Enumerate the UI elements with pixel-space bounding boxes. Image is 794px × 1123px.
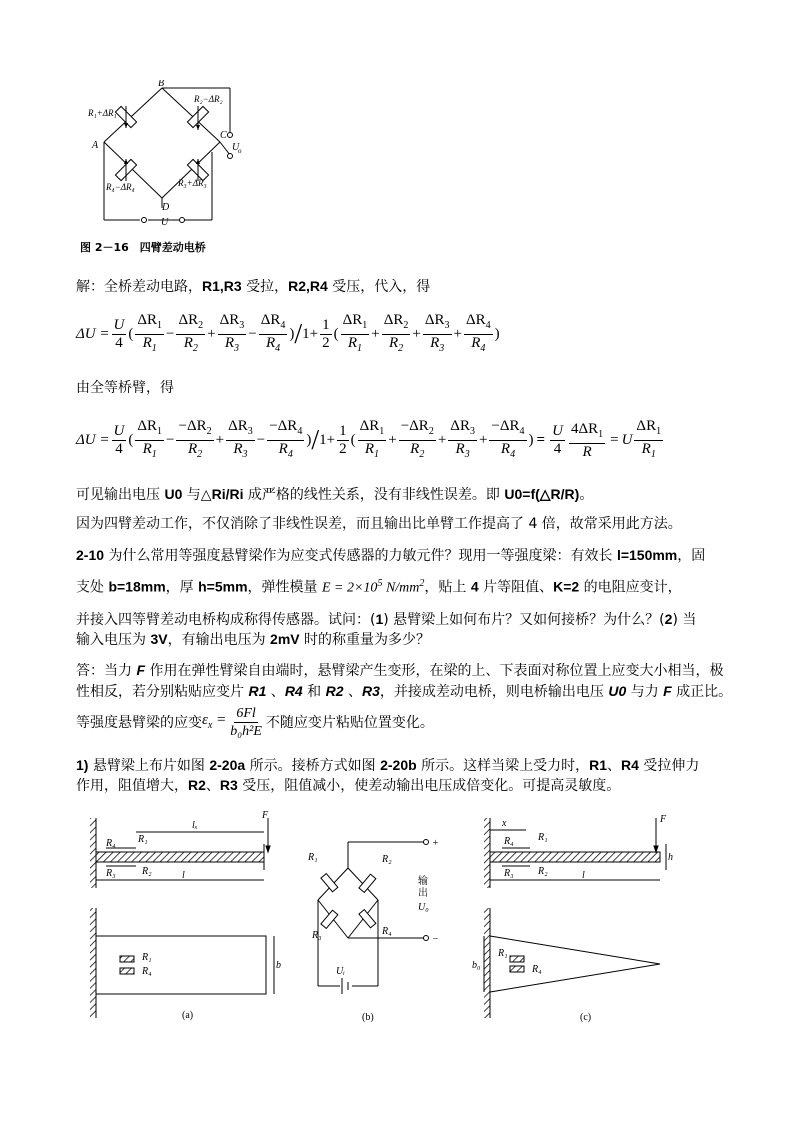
label-c-b0: b₀ bbox=[472, 960, 481, 971]
question-line-3: 并接入四等臂差动电桥构成称得传感器。试问：(1) 悬臂梁上如何布片？又如何接桥？为什么？(2) 当 bbox=[76, 611, 697, 628]
label-r1: R₁+ΔR₁ bbox=[88, 108, 117, 118]
label-b-r4: R₄ bbox=[382, 926, 392, 937]
label-c-x: x bbox=[502, 818, 507, 829]
label-a-r4: R₄ bbox=[106, 838, 116, 849]
label-c-r2: R₂ bbox=[538, 866, 548, 877]
label-u: U bbox=[161, 217, 169, 228]
label-a-f: F bbox=[262, 810, 269, 821]
label-b-r2: R₂ bbox=[382, 854, 392, 865]
label-b-out2: 出 bbox=[418, 888, 428, 899]
part1-line-1: 1) 悬臂梁上布片如图 2-20a 所示。接桥方式如图 2-20b 所示。这样当梁上受力时，R1、R4 受拉伸力 bbox=[76, 757, 700, 774]
label-b-plus: + bbox=[432, 838, 439, 849]
label-fig-b: (b) bbox=[362, 1012, 374, 1023]
label-r4: R₄−ΔR₄ bbox=[106, 182, 135, 192]
formula-equal-arms: ΔU = $\frac{U}{4}$ ( $\frac{\Delta R_1}{R_1}$ − $\frac{-\Delta R_2}{R_2}$ + $\frac{\Delta R_3}{R_3}$ − $\frac{-\Delta R_4}{R_4}$ ) / 1+ $\frac{1}{2}$ ( $\frac{\Delta R_1}{R_1}$ + $\frac{-\Delta R_2}{R_2}$ + $\frac{\Delta R_3}{R_3}$ + $\frac{-\Delta R_4}{R_4}$ ) = $\frac{U}{4}$ $\frac{4\Delta R_1}{R}$ = U $\frac{\Delta R_1}{R_1}$ bbox=[76, 418, 662, 460]
label-uo-sub: o bbox=[238, 147, 242, 155]
label-uo: U bbox=[232, 142, 240, 153]
label-a-lx: lₓ bbox=[192, 820, 198, 831]
node-c: C bbox=[220, 130, 227, 141]
label-b-r3: R₃ bbox=[312, 930, 322, 941]
answer-line-3: 等强度悬臂梁的应变 $\varepsilon_x$ = $\frac{6Fl}{\text{b₀h²E}}$ 不随应变片粘贴位置变化。 bbox=[76, 706, 434, 739]
label-a-r2: R₂ bbox=[142, 866, 152, 877]
label-a-r4-plate: R₄ bbox=[142, 966, 152, 977]
question-line-4: 输入电压为 3V，有输出电压为 2mV 时的称重量为多少？ bbox=[76, 631, 431, 648]
answer-line-2: 性相反，若分别粘贴应变片 R1 、R4 和 R2 、R3，并接成差动电桥，则电桥输出电压 U0 与力 F 成正比。 bbox=[76, 683, 733, 700]
label-r3: R₃+ΔR₃ bbox=[178, 178, 207, 188]
figure-caption: 图 2－16 四臂差动电桥 bbox=[80, 241, 206, 254]
label-fig-c: (c) bbox=[580, 1012, 592, 1023]
part1-line-2: 作用，阻值增大，R2、R3 受压，阻值减小，使差动输出电压成倍变化。可提高灵敏度。 bbox=[76, 777, 621, 794]
label-b-r1: R₁ bbox=[308, 852, 318, 863]
label-a-r1-plate: R₁ bbox=[142, 952, 152, 963]
conclusion-2: 因为四臂差动工作，不仅消除了非线性误差，而且输出比单臂工作提高了 4 倍，故常采用此方法。 bbox=[76, 516, 682, 532]
label-a-r1: R₁ bbox=[138, 834, 148, 845]
label-a-l: l bbox=[182, 870, 185, 881]
bridge-diagram bbox=[82, 80, 252, 245]
label-b-minus: − bbox=[432, 934, 439, 945]
answer-line-1: 答：当力 F 作用在弹性臂梁自由端时，悬臂梁产生变形，在梁的上、下表面对称位置上应变大小相当，极 bbox=[76, 662, 724, 679]
label-a-b: b bbox=[276, 960, 281, 971]
solution-line: 解：全桥差动电路，R1,R3 受拉，R2,R4 受压，代入，得 bbox=[76, 278, 431, 295]
label-c-h: h bbox=[668, 852, 673, 863]
question-line-1: 2-10 为什么常用等强度悬臂梁作为应变式传感器的力敏元件？现用一等强度梁：有效长 l=150mm，固 bbox=[76, 547, 706, 564]
label-r2: R₂−ΔR₂ bbox=[194, 94, 223, 104]
equal-arms-line: 由全等桥臂，得 bbox=[76, 380, 174, 396]
label-c-r3: R₃ bbox=[504, 868, 514, 879]
label-a-r3: R₃ bbox=[106, 868, 116, 879]
label-c-r1-plate: R₁ bbox=[498, 948, 508, 959]
label-c-f: F bbox=[660, 814, 667, 825]
label-c-l: l bbox=[582, 870, 585, 881]
label-fig-a: (a) bbox=[182, 1010, 194, 1021]
label-b-out1: 输 bbox=[418, 876, 428, 887]
formula-delta-u: ΔU = $\frac{U}{4}$ ( $\frac{\Delta R_1}{R_1}$ − $\frac{\Delta R_2}{R_2}$ + $\frac{\Delta R_3}{R_3}$ − $\frac{\Delta R_4}{R_4}$ ) / 1+ $\frac{1}{2}$ ( $\frac{\Delta R_1}{R_1}$ + $\frac{\Delta R_2}{R_2}$ + $\frac{\Delta R_3}{R_3}$ + $\frac{\Delta R_4}{R_4}$ ) bbox=[76, 312, 500, 354]
figure-2-16 bbox=[82, 80, 252, 250]
node-a: A bbox=[92, 140, 99, 151]
node-b: B bbox=[158, 80, 165, 89]
node-d: D bbox=[162, 202, 170, 213]
figure-2-20 bbox=[86, 808, 706, 1028]
question-line-2: 支处 b=18mm，厚 h=5mm，弹性模量 $E = 2\times 10^5$ $N/mm^2$，贴上 4 片等阻值、K=2 的电阻应变计， bbox=[76, 578, 682, 596]
label-c-r4: R₄ bbox=[504, 836, 514, 847]
label-b-uo: U₀ bbox=[418, 902, 429, 913]
label-c-r4-plate: R₄ bbox=[532, 964, 542, 975]
label-b-ui: Uᵢ bbox=[336, 966, 345, 977]
conclusion-1: 可见输出电压 U0 与△Ri/Ri 成严格的线性关系，没有非线性误差。即 U0=f(△R/R)。 bbox=[76, 486, 594, 503]
label-c-r1: R₁ bbox=[538, 832, 548, 843]
